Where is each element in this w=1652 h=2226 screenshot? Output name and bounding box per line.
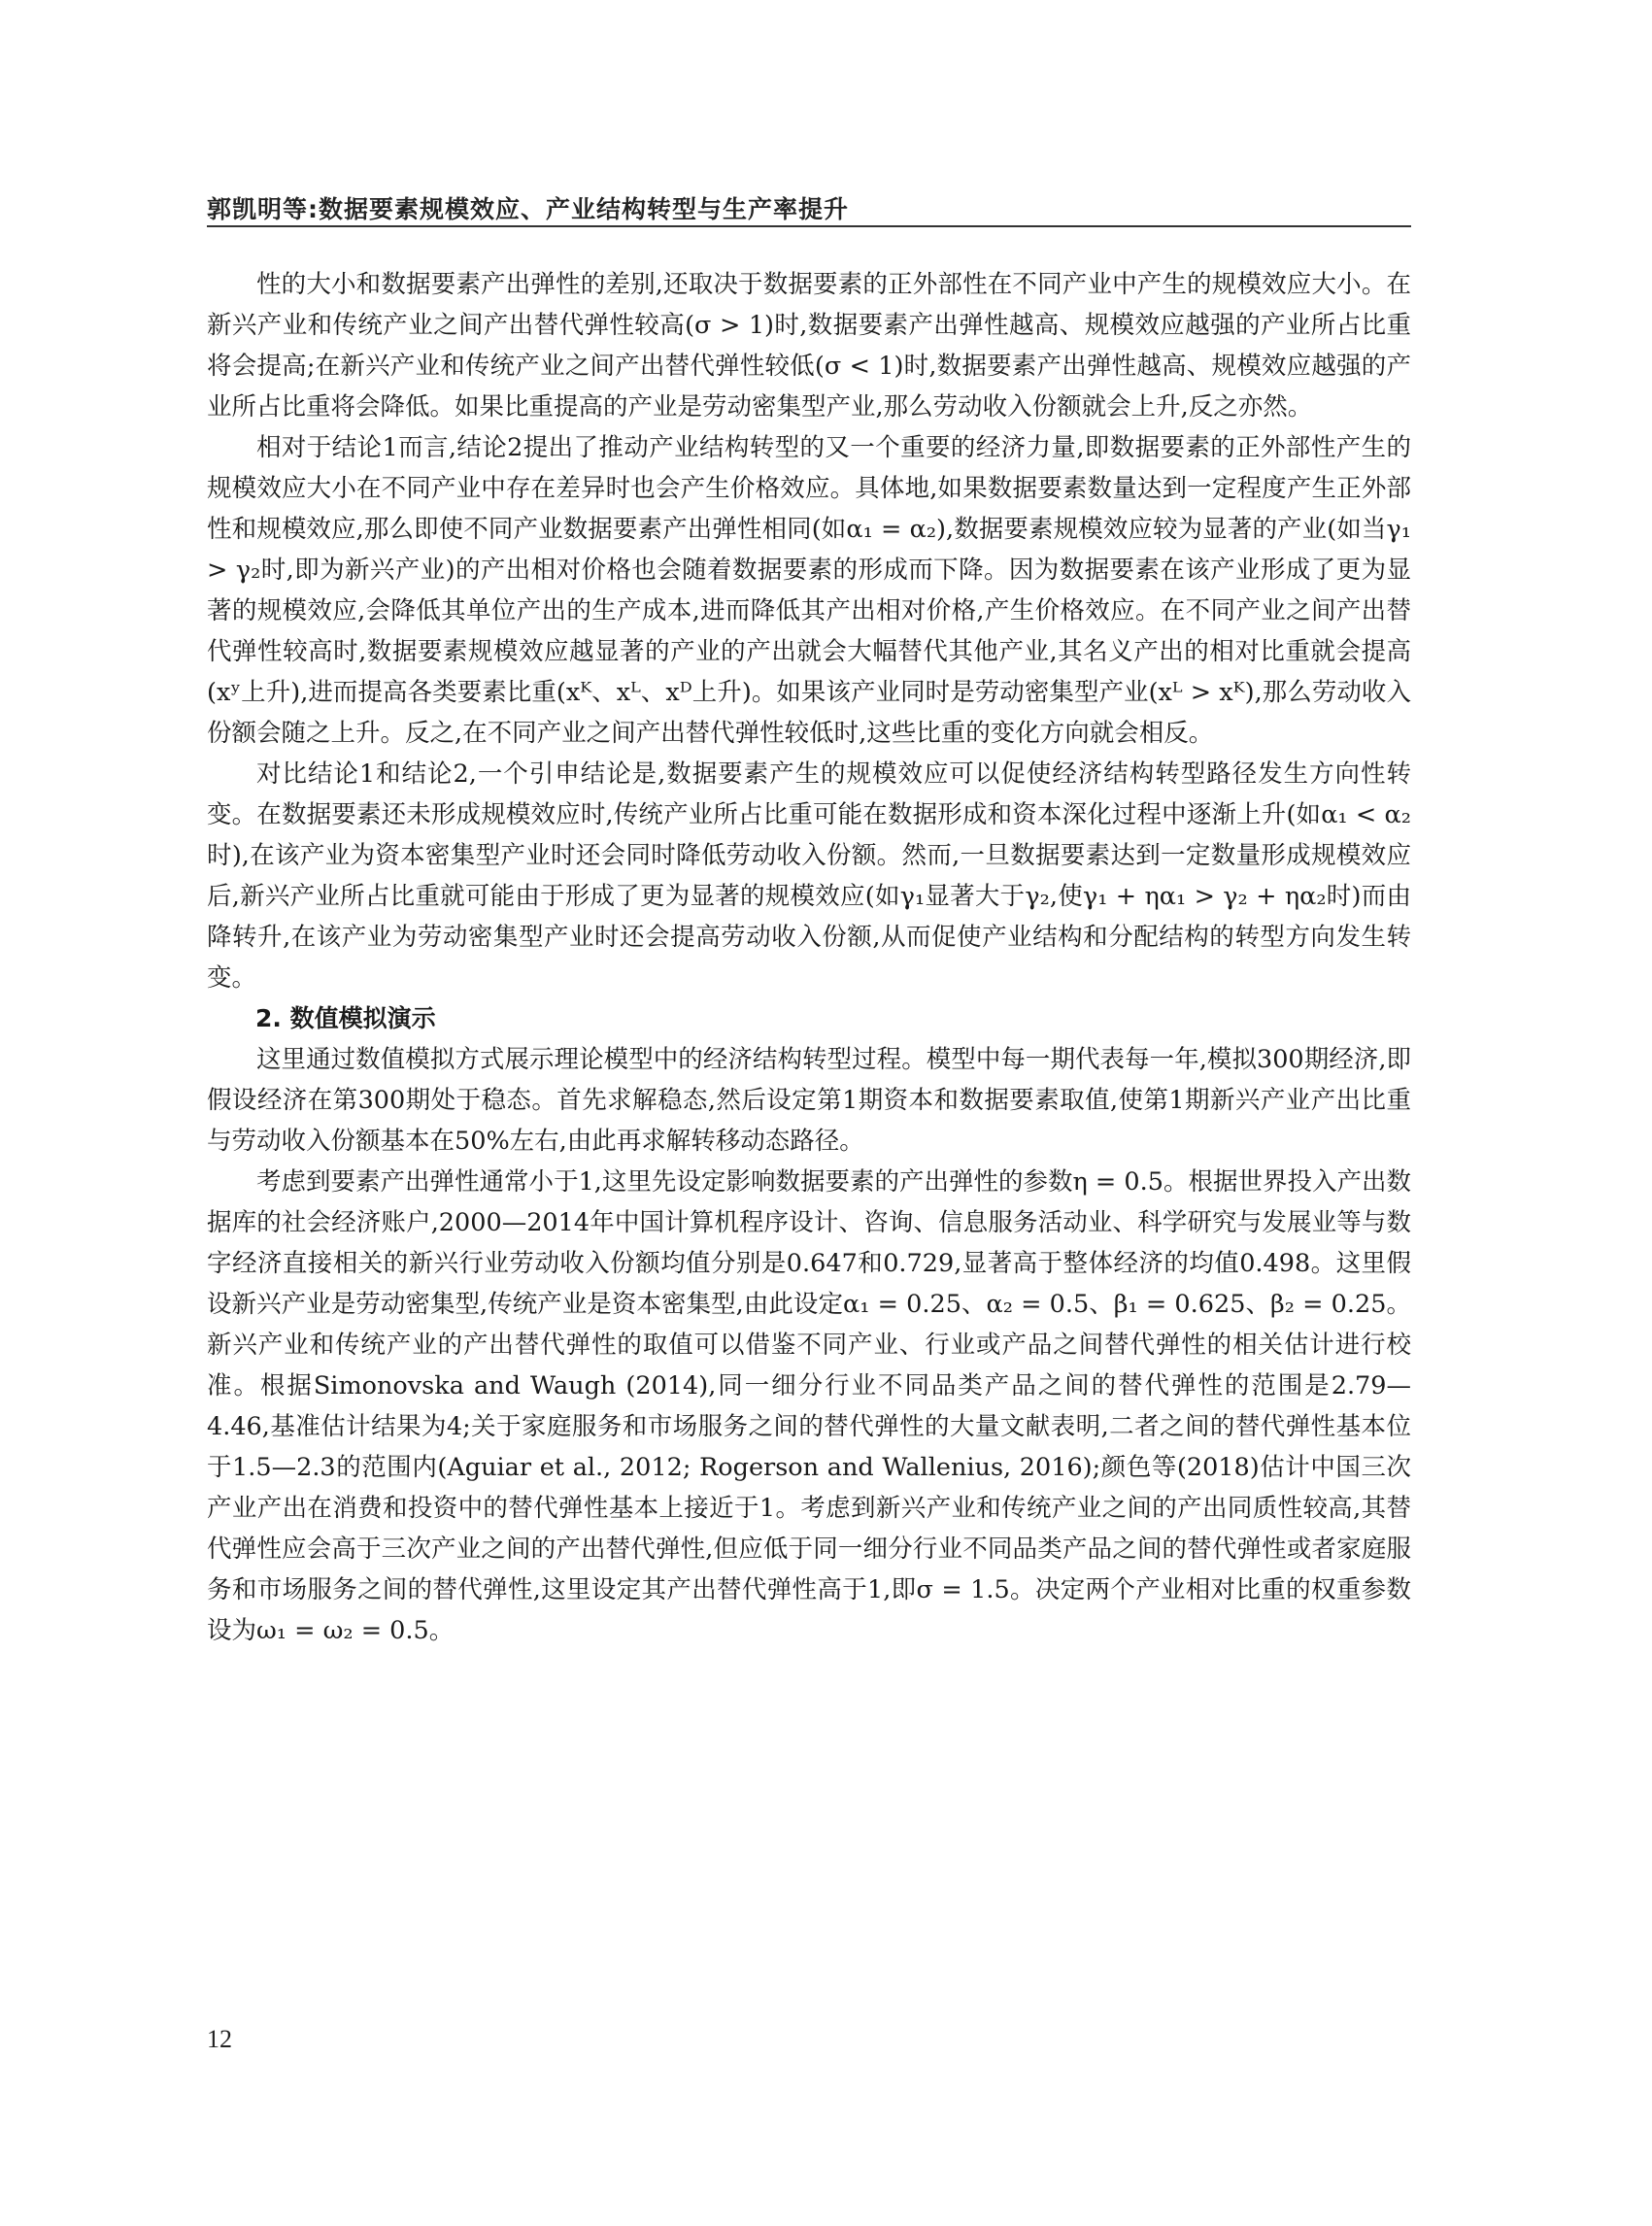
header-rule <box>207 225 1411 227</box>
paragraph-simulation-setup: 这里通过数值模拟方式展示理论模型中的经济结构转型过程。模型中每一期代表每一年,模拟300期经济,即假设经济在第300期处于稳态。首先求解稳态,然后设定第1期资本和数据要素取值,使第1期新兴产业产出比重与劳动收入份额基本在50%左右,由此再求解转移动态路径。 <box>207 1045 1411 1156</box>
running-header: 郭凯明等:数据要素规模效应、产业结构转型与生产率提升 <box>207 195 849 223</box>
page-number: 12 <box>207 2025 232 2053</box>
paragraph-conclusion-2: 相对于结论1而言,结论2提出了推动产业结构转型的又一个重要的经济力量,即数据要素的正外部性产生的规模效应大小在不同产业中存在差异时也会产生价格效应。具体地,如果数据要素数量达到一定程度产生正外部性和规模效应,那么即使不同产业数据要素产出弹性相同(如α₁ = α₂),数据要素规模效应较为显著的产业(如当γ₁ > γ₂时,即为新兴产业)的产出相对价格也会随着数据要素的形成而下降。因为数据要素在该产业形成了更为显著的规模效应,会降低其单位产出的生产成本,进而降低其产出相对价格,产生价格效应。在不同产业之间产出替代弹性较高时,数据要素规模效应越显著的产业的产出就会大幅替代其他产业,其名义产出的相对比重就会提高(xʸ上升),进而提高各类要素比重(xᴷ、xᴸ、xᴰ上升)。如果该产业同时是劳动密集型产业(xᴸ > xᴷ),那么劳动收入份额会随之上升。反之,在不同产业之间产出替代弹性较低时,这些比重的变化方向就会相反。 <box>207 433 1411 748</box>
section-heading: 2. 数值模拟演示 <box>255 1004 436 1032</box>
paragraph-calibration: 考虑到要素产出弹性通常小于1,这里先设定影响数据要素的产出弹性的参数η = 0.5。根据世界投入产出数据库的社会经济账户,2000—2014年中国计算机程序设计、咨询、信息服务活动业、科学研究与发展业等与数字经济直接相关的新兴行业劳动收入份额均值分别是0.647和0.729,显著高于整体经济的均值0.498。这里假设新兴产业是劳动密集型,传统产业是资本密集型,由此设定α₁ = 0.25、α₂ = 0.5、β₁ = 0.625、β₂ = 0.25。新兴产业和传统产业的产出替代弹性的取值可以借鉴不同产业、行业或产品之间替代弹性的相关估计进行校准。根据Simonovska and Waugh (2014),同一细分行业不同品类产品之间的替代弹性的范围是2.79—4.46,基准估计结果为4;关于家庭服务和市场服务之间的替代弹性的大量文献表明,二者之间的替代弹性基本位于1.5—2.3的范围内(Aguiar et al., 2012; Rogerson and Wallenius, 2016);颜色等(2018)估计中国三次产业产出在消费和投资中的替代弹性基本上接近于1。考虑到新兴产业和传统产业之间的产出同质性较高,其替代弹性应会高于三次产业之间的产出替代弹性,但应低于同一细分行业不同品类产品之间的替代弹性或者家庭服务和市场服务之间的替代弹性,这里设定其产出替代弹性高于1,即σ = 1.5。决定两个产业相对比重的权重参数设为ω₁ = ω₂ = 0.5。 <box>207 1167 1411 1645</box>
article-body <box>207 264 1411 1651</box>
paragraph-continuation: 性的大小和数据要素产出弹性的差别,还取决于数据要素的正外部性在不同产业中产生的规模效应大小。在新兴产业和传统产业之间产出替代弹性较高(σ > 1)时,数据要素产出弹性越高、规模效应越强的产业所占比重将会提高;在新兴产业和传统产业之间产出替代弹性较低(σ < 1)时,数据要素产出弹性越高、规模效应越强的产业所占比重将会降低。如果比重提高的产业是劳动密集型产业,那么劳动收入份额就会上升,反之亦然。 <box>207 270 1411 422</box>
paragraph-comparison: 对比结论1和结论2,一个引申结论是,数据要素产生的规模效应可以促使经济结构转型路径发生方向性转变。在数据要素还未形成规模效应时,传统产业所占比重可能在数据形成和资本深化过程中逐渐上升(如α₁ < α₂时),在该产业为资本密集型产业时还会同时降低劳动收入份额。然而,一旦数据要素达到一定数量形成规模效应后,新兴产业所占比重就可能由于形成了更为显著的规模效应(如γ₁显著大于γ₂,使γ₁ + ηα₁ > γ₂ + ηα₂时)而由降转升,在该产业为劳动密集型产业时还会提高劳动收入份额,从而促使产业结构和分配结构的转型方向发生转变。 <box>207 759 1411 993</box>
